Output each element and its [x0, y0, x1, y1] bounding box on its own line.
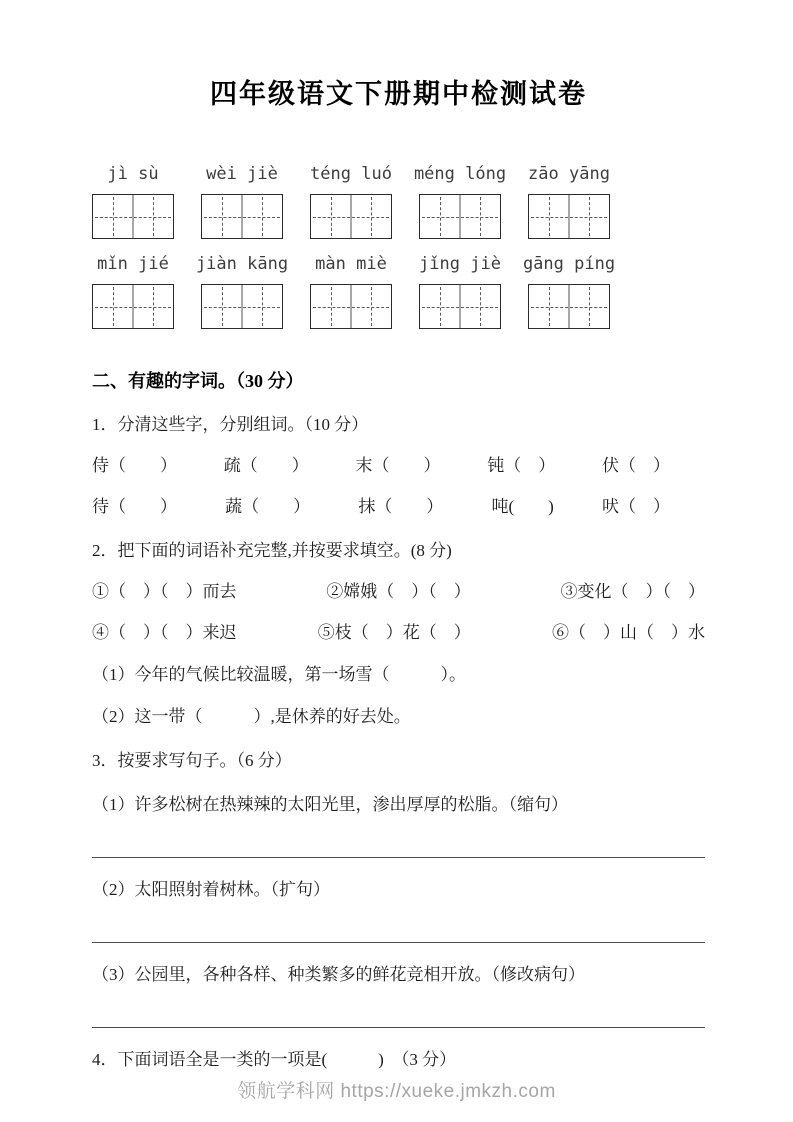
grid-guideline	[589, 197, 590, 236]
grid-guideline	[549, 197, 550, 236]
pinyin-grid-column	[413, 161, 507, 239]
pinyin-word: méng lóng	[413, 164, 507, 184]
pinyin-grid-column	[522, 251, 616, 329]
writing-grid	[310, 194, 392, 239]
grid-guideline	[480, 197, 481, 236]
section-heading: 二、有趣的字词。（30 分）	[92, 371, 304, 391]
pinyin-word: zāo yāng	[528, 164, 610, 184]
grid-guideline	[371, 287, 372, 326]
word-pair: 吠（ ）	[601, 497, 670, 516]
grid-guideline	[222, 197, 223, 236]
grid-guideline	[480, 287, 481, 326]
word-pair: 蔬（ ）	[225, 497, 311, 516]
grid-guideline	[153, 197, 154, 236]
word-pair: 末（ ）	[355, 456, 441, 475]
idiom-item: ①（ ）（ ）而去	[92, 582, 237, 601]
pinyin-grid-row-1	[92, 161, 705, 239]
grid-guideline	[371, 197, 372, 236]
pinyin-grid-column	[528, 161, 610, 239]
word-pair-row-1	[92, 453, 670, 478]
word-pair: 吨( )	[491, 497, 554, 516]
writing-grid	[201, 194, 283, 239]
pinyin-grid-column	[310, 251, 392, 329]
grid-guideline	[440, 287, 441, 326]
pinyin-word: jǐng jiè	[419, 254, 501, 274]
fill-blank-sentence-1: （1）今年的气候比较温暖，第一场雪（ ）。	[92, 665, 466, 684]
grid-guideline	[113, 287, 114, 326]
writing-grid	[528, 194, 610, 239]
writing-grid	[92, 194, 174, 239]
word-pair: 抹（ ）	[358, 497, 444, 516]
question-2-prompt: 2．把下面的词语补充完整,并按要求填空。(8 分)	[92, 541, 452, 560]
writing-grid	[419, 194, 501, 239]
answer-line	[92, 1027, 705, 1028]
grid-guideline	[549, 287, 550, 326]
idiom-row-1	[92, 579, 705, 604]
page-title: 四年级语文下册期中检测试卷	[210, 79, 587, 109]
pinyin-word: jì sù	[107, 164, 159, 184]
grid-guideline	[153, 287, 154, 326]
idiom-row-2	[92, 620, 705, 645]
grid-guideline	[589, 287, 590, 326]
pinyin-grid-column	[419, 251, 501, 329]
word-pair: 钝（ ）	[487, 456, 556, 475]
grid-guideline	[440, 197, 441, 236]
pinyin-grid-column	[92, 251, 174, 329]
sentence-task-2: （2）太阳照射着树林。（扩句）	[92, 880, 330, 899]
writing-grid	[310, 284, 392, 329]
sentence-task-1: （1）许多松树在热辣辣的太阳光里，渗出厚厚的松脂。（缩句）	[92, 795, 568, 814]
pinyin-grid-column	[201, 161, 283, 239]
word-pair-row-2	[92, 494, 670, 519]
idiom-item: ⑤枝（ ）花（ ）	[317, 623, 471, 642]
grid-guideline	[222, 287, 223, 326]
answer-line	[92, 942, 705, 943]
pinyin-word: màn miè	[315, 254, 387, 274]
word-pair: 疏（ ）	[223, 456, 309, 475]
word-pair: 待（ ）	[92, 497, 177, 516]
grid-guideline	[262, 287, 263, 326]
pinyin-word: wèi jiè	[206, 164, 278, 184]
pinyin-grid-column	[92, 161, 174, 239]
word-pair: 伏（ ）	[602, 456, 670, 475]
pinyin-word: gāng píng	[522, 254, 616, 274]
pinyin-word: téng luó	[310, 164, 392, 184]
writing-grid	[419, 284, 501, 329]
idiom-item: ⑥（ ）山（ ）水	[552, 623, 705, 642]
idiom-item: ④（ ）（ ）来迟	[92, 623, 237, 642]
writing-grid	[528, 284, 610, 329]
question-1-prompt: 1．分清这些字，分别组词。（10 分）	[92, 415, 369, 434]
answer-line	[92, 857, 705, 858]
sentence-task-3: （3）公园里，各种各样、种类繁多的鲜花竞相开放。（修改病句）	[92, 965, 585, 984]
writing-grid	[92, 284, 174, 329]
question-3-prompt: 3．按要求写句子。（6 分）	[92, 751, 292, 770]
grid-guideline	[331, 287, 332, 326]
idiom-item: ②嫦娥（ ）（ ）	[326, 582, 471, 601]
word-pair: 侍（ ）	[92, 456, 177, 475]
question-4-prompt: 4．下面词语全是一类的一项是( ) （3 分）	[92, 1050, 457, 1069]
pinyin-word: mǐn jié	[97, 254, 169, 274]
writing-grid	[201, 284, 283, 329]
pinyin-grid-column	[310, 161, 392, 239]
pinyin-word: jiàn kāng	[195, 254, 289, 274]
site-watermark: 领航学科网 https://xueke.jmkzh.com	[237, 1081, 556, 1102]
pinyin-grid-column	[195, 251, 289, 329]
grid-guideline	[113, 197, 114, 236]
grid-guideline	[331, 197, 332, 236]
fill-blank-sentence-2: （2）这一带（ ）,是休养的好去处。	[92, 707, 411, 726]
grid-guideline	[262, 197, 263, 236]
pinyin-grid-row-2	[92, 251, 705, 329]
idiom-item: ③变化（ ）（ ）	[560, 582, 705, 601]
